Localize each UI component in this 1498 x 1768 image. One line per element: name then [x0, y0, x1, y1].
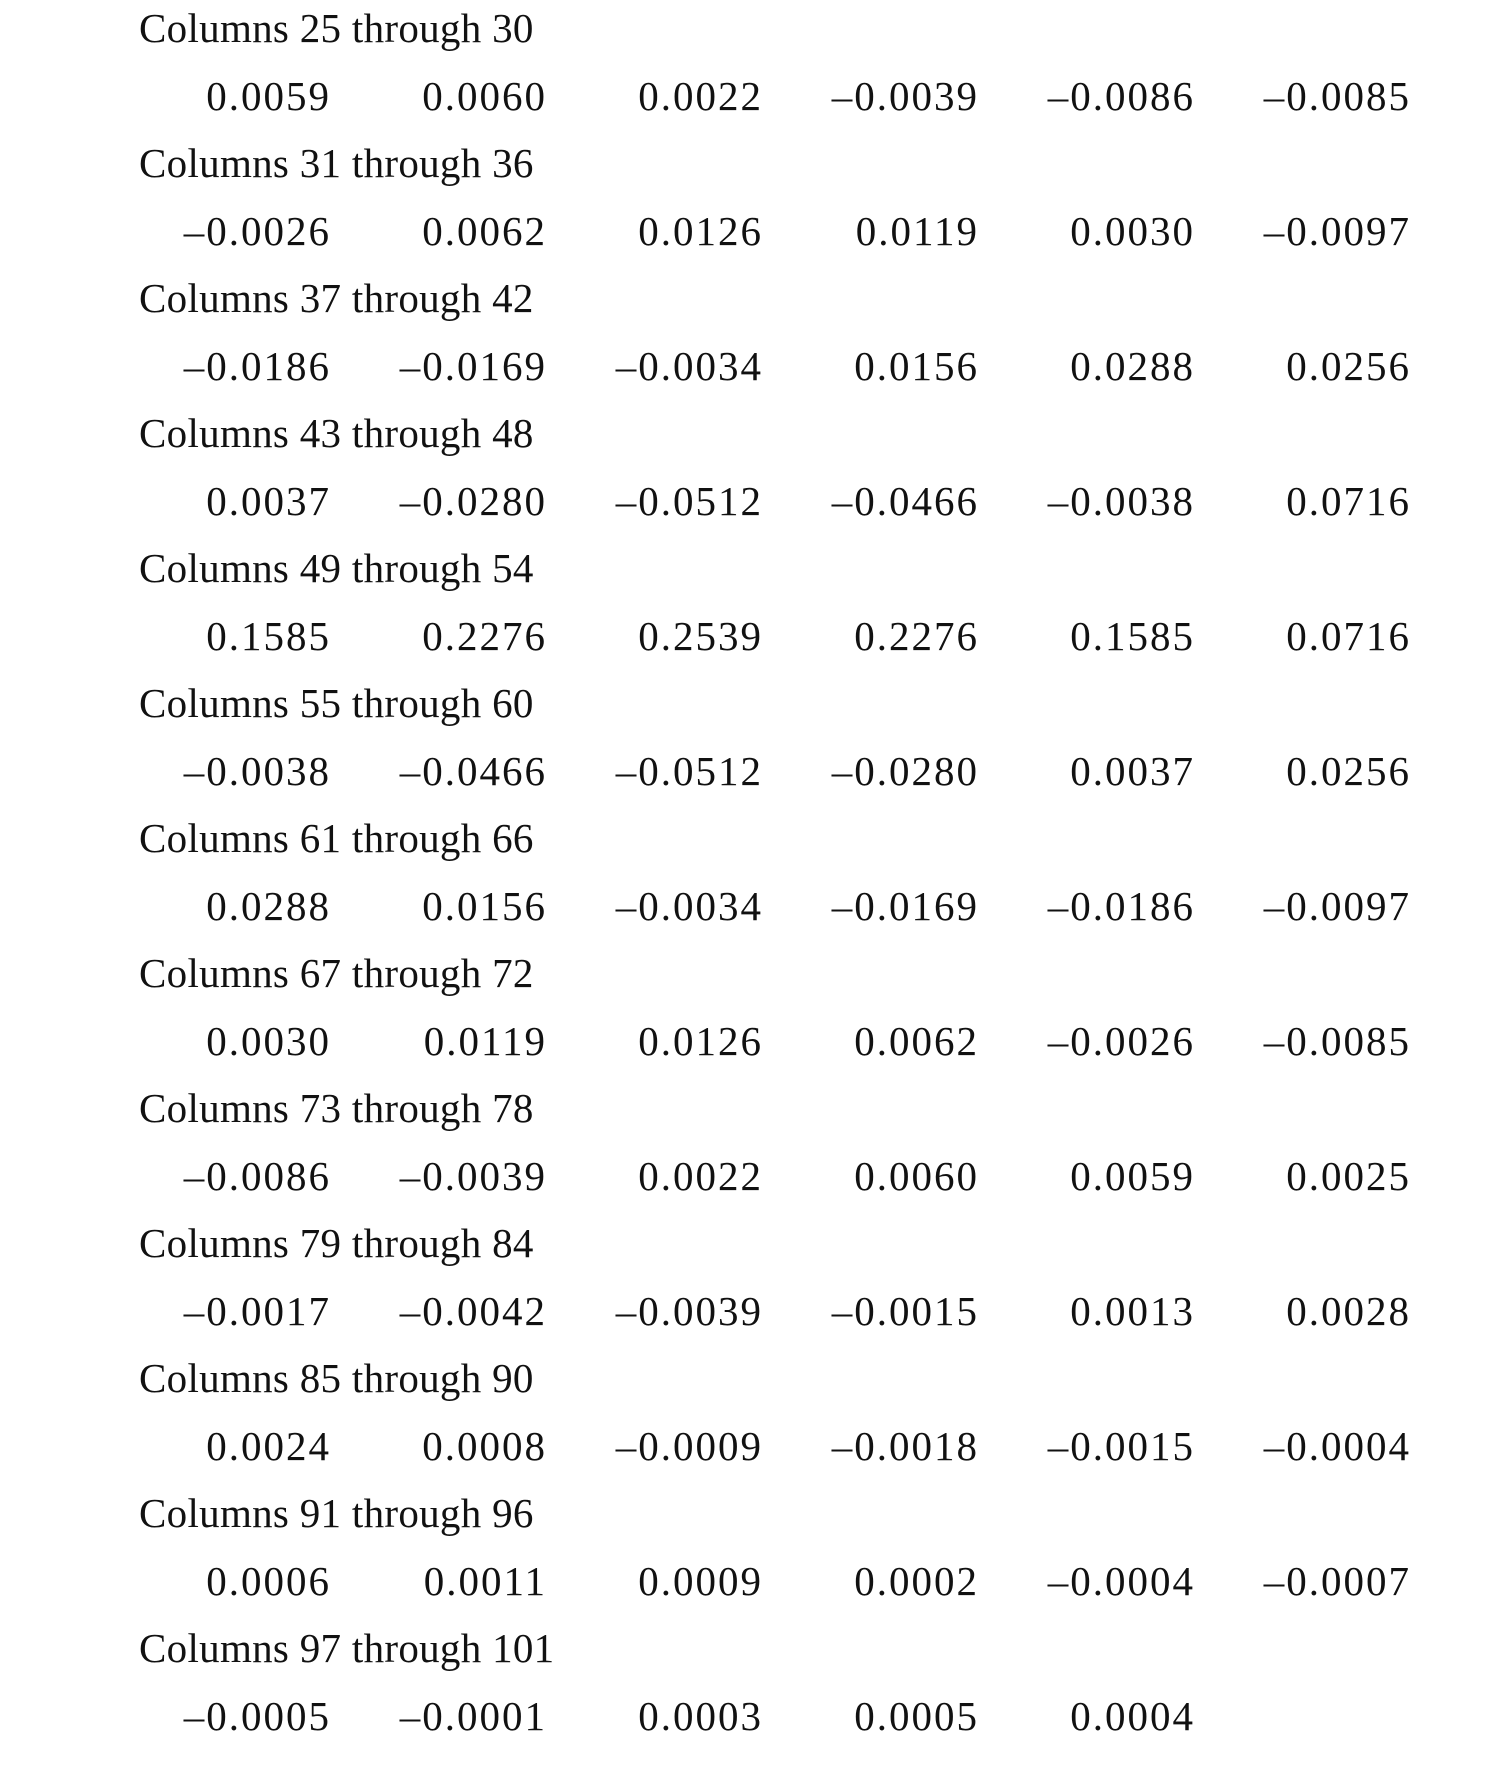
matrix-value: –0.0005 [183, 1693, 331, 1739]
column-block [0, 1215, 1498, 1350]
matrix-value: 0.0288 [1070, 343, 1195, 389]
matrix-value: –0.0017 [183, 1288, 331, 1334]
matrix-value: –0.0034 [615, 883, 763, 929]
matrix-value: –0.0085 [1263, 1018, 1411, 1064]
matrix-value: 0.0716 [1286, 613, 1411, 659]
matrix-value: 0.0256 [1286, 748, 1411, 794]
column-block [0, 0, 1498, 135]
column-range-heading: Columns 43 through 48 [139, 410, 534, 456]
column-block [0, 1620, 1498, 1755]
matrix-value: 0.0288 [206, 883, 331, 929]
matrix-value: –0.0034 [615, 343, 763, 389]
matrix-value: 0.2276 [854, 613, 979, 659]
value-row [0, 205, 1498, 257]
column-block [0, 1485, 1498, 1620]
value-row [0, 70, 1498, 122]
matrix-value: 0.0022 [638, 73, 763, 119]
matrix-value: 0.0119 [855, 208, 979, 254]
matrix-value: 0.0013 [1070, 1288, 1195, 1334]
matrix-value: –0.0169 [831, 883, 979, 929]
matrix-value: –0.0466 [831, 478, 979, 524]
matrix-value: 0.0062 [422, 208, 547, 254]
matrix-value: 0.0062 [854, 1018, 979, 1064]
matrix-value: 0.1585 [206, 613, 331, 659]
matrix-value: 0.0005 [854, 1693, 979, 1739]
matrix-value: 0.2276 [422, 613, 547, 659]
matrix-value: –0.0086 [183, 1153, 331, 1199]
matrix-value: –0.0038 [183, 748, 331, 794]
value-row [0, 1690, 1498, 1742]
column-range-heading: Columns 49 through 54 [139, 545, 534, 591]
value-row [0, 340, 1498, 392]
matrix-value: 0.0002 [854, 1558, 979, 1604]
column-block [0, 675, 1498, 810]
matrix-value: –0.0512 [615, 748, 763, 794]
matrix-value: –0.0086 [1047, 73, 1195, 119]
matrix-value: –0.0186 [183, 343, 331, 389]
matrix-value: 0.0059 [1070, 1153, 1195, 1199]
matrix-value: 0.0004 [1070, 1693, 1195, 1739]
matrix-value: –0.0026 [183, 208, 331, 254]
value-row [0, 1285, 1498, 1337]
matrix-value: 0.0008 [422, 1423, 547, 1469]
matrix-value: –0.0007 [1263, 1558, 1411, 1604]
matrix-value: –0.0186 [1047, 883, 1195, 929]
matrix-value: 0.0126 [638, 208, 763, 254]
matrix-value: –0.0280 [831, 748, 979, 794]
matrix-value: –0.0085 [1263, 73, 1411, 119]
column-range-heading: Columns 37 through 42 [139, 275, 534, 321]
matrix-value: 0.0156 [422, 883, 547, 929]
matrix-value: 0.0256 [1286, 343, 1411, 389]
matrix-value: 0.0030 [206, 1018, 331, 1064]
column-block [0, 540, 1498, 675]
column-range-heading: Columns 31 through 36 [139, 140, 534, 186]
matrix-value: 0.0060 [422, 73, 547, 119]
column-range-heading: Columns 73 through 78 [139, 1085, 534, 1131]
column-range-heading: Columns 91 through 96 [139, 1490, 534, 1536]
value-row [0, 1150, 1498, 1202]
column-range-heading: Columns 61 through 66 [139, 815, 534, 861]
column-range-heading: Columns 67 through 72 [139, 950, 534, 996]
matrix-value: –0.0097 [1263, 208, 1411, 254]
value-row [0, 1420, 1498, 1472]
matrix-value: –0.0015 [831, 1288, 979, 1334]
matrix-value: –0.0001 [399, 1693, 547, 1739]
value-row [0, 1555, 1498, 1607]
value-row [0, 745, 1498, 797]
matrix-value: –0.0026 [1047, 1018, 1195, 1064]
matrix-value: 0.0009 [638, 1558, 763, 1604]
column-block [0, 1080, 1498, 1215]
matrix-value: 0.0025 [1286, 1153, 1411, 1199]
column-range-heading: Columns 85 through 90 [139, 1355, 534, 1401]
value-row [0, 1015, 1498, 1067]
column-block [0, 270, 1498, 405]
matrix-value: 0.1585 [1070, 613, 1195, 659]
value-row [0, 610, 1498, 662]
matrix-value: 0.0156 [854, 343, 979, 389]
column-block [0, 405, 1498, 540]
value-row [0, 880, 1498, 932]
matrix-value: –0.0039 [615, 1288, 763, 1334]
matrix-value: 0.0022 [638, 1153, 763, 1199]
matrix-value: 0.0024 [206, 1423, 331, 1469]
matrix-value: 0.0059 [206, 73, 331, 119]
matrix-value: –0.0018 [831, 1423, 979, 1469]
value-row [0, 475, 1498, 527]
matrix-value: 0.0716 [1286, 478, 1411, 524]
column-block [0, 810, 1498, 945]
column-block [0, 1350, 1498, 1485]
matrix-value: –0.0466 [399, 748, 547, 794]
column-range-heading: Columns 55 through 60 [139, 680, 534, 726]
column-block [0, 135, 1498, 270]
matrix-value: 0.0030 [1070, 208, 1195, 254]
matrix-value: 0.2539 [638, 613, 763, 659]
matrix-value: –0.0004 [1047, 1558, 1195, 1604]
matrix-value: –0.0097 [1263, 883, 1411, 929]
column-block [0, 945, 1498, 1080]
matrix-value: –0.0039 [831, 73, 979, 119]
matrix-value: –0.0038 [1047, 478, 1195, 524]
matrix-value: 0.0003 [638, 1693, 763, 1739]
column-range-heading: Columns 25 through 30 [139, 5, 534, 51]
matrix-value: 0.0060 [854, 1153, 979, 1199]
matrix-value: 0.0028 [1286, 1288, 1411, 1334]
column-range-heading: Columns 79 through 84 [139, 1220, 534, 1266]
column-range-heading: Columns 97 through 101 [139, 1625, 555, 1671]
matrix-value: 0.0011 [423, 1558, 547, 1604]
matrix-value: –0.0009 [615, 1423, 763, 1469]
matrix-value: 0.0006 [206, 1558, 331, 1604]
matrix-value: –0.0169 [399, 343, 547, 389]
matrix-value: 0.0037 [1070, 748, 1195, 794]
matrix-value: –0.0039 [399, 1153, 547, 1199]
matrix-value: –0.0042 [399, 1288, 547, 1334]
matrix-value: 0.0126 [638, 1018, 763, 1064]
matrix-value: –0.0280 [399, 478, 547, 524]
matrix-value: 0.0119 [423, 1018, 547, 1064]
matrix-value: –0.0512 [615, 478, 763, 524]
matrix-value: –0.0015 [1047, 1423, 1195, 1469]
matrix-value: 0.0037 [206, 478, 331, 524]
matrix-value: –0.0004 [1263, 1423, 1411, 1469]
